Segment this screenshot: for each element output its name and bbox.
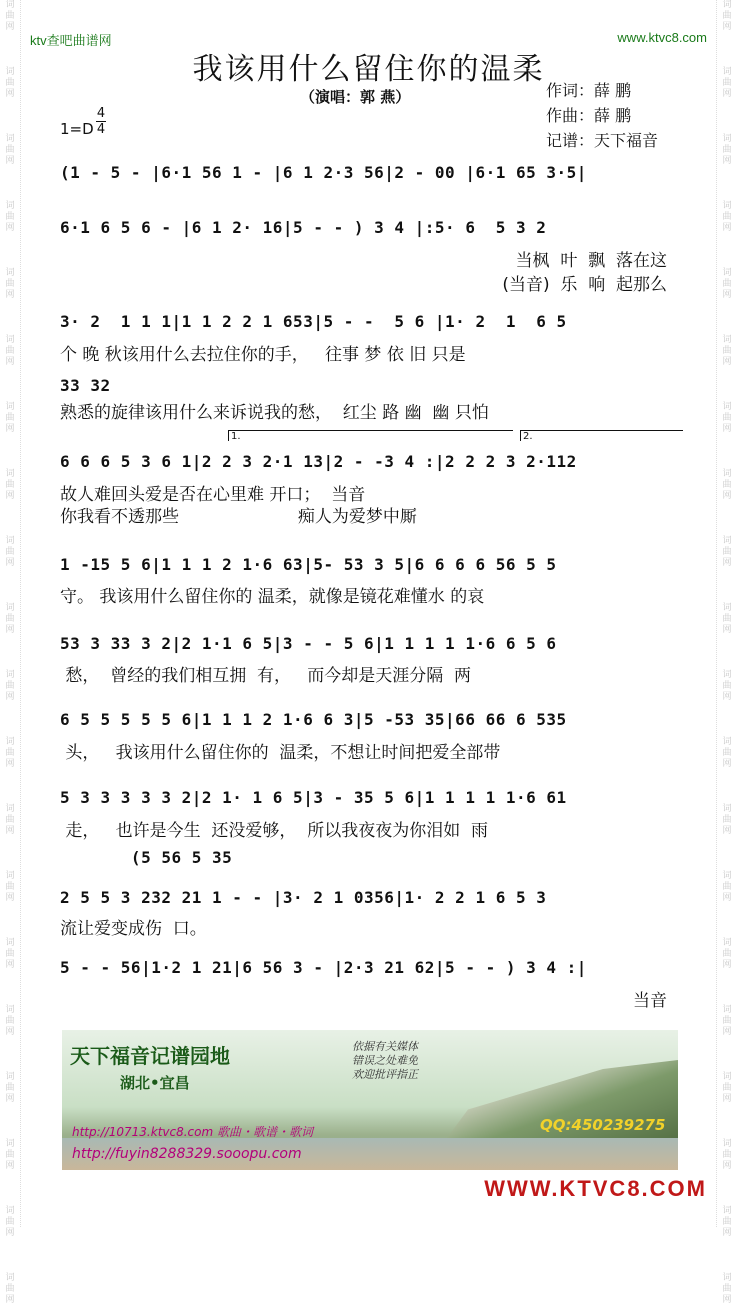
watermark-glyph: 词 曲 网 <box>5 67 15 99</box>
watermark-glyph: 词 曲 网 <box>5 670 15 702</box>
site-url-right[interactable]: www.ktvc8.com <box>617 30 707 45</box>
banner-link-primary[interactable]: http://10713.ktvc8.com 歌曲・歌谱・歌词 <box>72 1125 313 1139</box>
lyric-line-4b: 你我看不透那些 痴人为爱梦中厮 <box>60 507 417 527</box>
watermark-glyph: 词 曲 网 <box>5 1139 15 1171</box>
watermark-glyph: 词 曲 网 <box>5 134 15 166</box>
banner-note-line: 错误之处难免 <box>352 1054 418 1067</box>
watermark-glyph: 词 曲 网 <box>5 1273 15 1305</box>
banner-note-line: 欢迎批评指正 <box>352 1068 418 1081</box>
watermark-glyph: 词 曲 网 <box>5 1005 15 1037</box>
score-line-7: 6 5 5 5 5 5 6|1 1 1 2 1·6 6 3|5 -53 35|66 66 6 535 <box>60 710 567 729</box>
time-signature-bottom: 4 <box>96 122 106 137</box>
watermark-glyph: 词 曲 网 <box>722 871 732 903</box>
lyric-line-3: 个 晚 秋该用什么去拉住你的手， 往事 梦 依 旧 只是 <box>60 345 466 365</box>
watermark-glyph: 词 曲 网 <box>5 603 15 635</box>
score-line-9a: (5 56 5 35 <box>60 848 233 867</box>
banner-city: 湖北•宜昌 <box>120 1074 190 1092</box>
watermark-glyph: 词 曲 网 <box>722 938 732 970</box>
lyric-line-8: 走， 也许是今生 还没爱够， 所以我夜夜为你泪如 雨 <box>60 821 489 841</box>
footer-brand-logo[interactable]: WWW.KTVC8.COM <box>484 1176 707 1201</box>
watermark-glyph: 词 曲 网 <box>722 67 732 99</box>
lyric-line-2a: 当枫 叶 飘 落在这 <box>515 251 667 271</box>
score-line-8: 5 3 3 3 3 3 2|2 1· 1 6 5|3 - 35 5 6|1 1 1 1 1·6 61 <box>60 788 567 807</box>
score-line-3b: 33 32 <box>60 376 111 395</box>
lyricist-credit: 作词：薛 鹏 <box>546 81 632 100</box>
watermark-glyph: 词 曲 网 <box>722 201 732 233</box>
composer-credit: 作曲：薛 鹏 <box>546 106 632 125</box>
singer-credit: （演唱：郭 燕） <box>300 88 411 106</box>
watermark-glyph: 词 曲 网 <box>5 0 15 32</box>
watermark-glyph: 词 曲 网 <box>722 670 732 702</box>
lyric-line-2b: (当音) 乐 响 起那么 <box>502 275 667 295</box>
watermark-glyph: 词 曲 网 <box>722 1273 732 1305</box>
key-signature: 1=D <box>60 120 94 138</box>
watermark-glyph: 词 曲 网 <box>722 134 732 166</box>
watermark-glyph: 词 曲 网 <box>5 536 15 568</box>
transcriber-credit: 记谱：天下福音 <box>546 131 659 150</box>
score-line-2: 6·1 6 5 6 - |6 1 2· 16|5 - - ) 3 4 |:5· 6 5 3 2 <box>60 218 547 237</box>
volta-second: 2. <box>520 430 683 441</box>
banner-qq: QQ:450239275 <box>540 1116 666 1134</box>
watermark-glyph: 词 曲 网 <box>5 871 15 903</box>
lyric-line-3b: 熟悉的旋律该用什么来诉说我的愁， 红尘 路 幽 幽 只怕 <box>60 403 489 423</box>
lyric-line-4a: 故人难回头爱是否在心里难 开口； 当音 <box>60 485 366 505</box>
score-line-4: 6 6 6 5 3 6 1|2 2 3 2·1 13|2 - -3 4 :|2 2 2 3 2·112 <box>60 452 577 471</box>
watermark-glyph: 词 曲 网 <box>722 1206 732 1238</box>
promo-banner <box>62 1030 678 1170</box>
watermark-glyph: 词 曲 网 <box>722 1139 732 1171</box>
watermark-glyph: 词 曲 网 <box>722 1005 732 1037</box>
watermark-glyph: 词 曲 网 <box>722 402 732 434</box>
score-line-5: 1 -15 5 6|1 1 1 2 1·6 63|5- 53 3 5|6 6 6 6 56 5 5 <box>60 555 557 574</box>
watermark-glyph: 词 曲 网 <box>722 0 732 32</box>
watermark-glyph: 词 曲 网 <box>722 1072 732 1104</box>
score-line-6: 53 3 33 3 2|2 1·1 6 5|3 - - 5 6|1 1 1 1 1·6 6 5 6 <box>60 634 557 653</box>
watermark-glyph: 词 曲 网 <box>5 268 15 300</box>
watermark-glyph: 词 曲 网 <box>722 469 732 501</box>
song-title: 我该用什么留住你的温柔 <box>192 52 545 87</box>
watermark-glyph: 词 曲 网 <box>5 469 15 501</box>
watermark-glyph: 词 曲 网 <box>722 268 732 300</box>
lyric-line-10: 当音 <box>633 991 667 1011</box>
watermark-glyph: 词 曲 网 <box>5 1206 15 1238</box>
lyric-line-9: 流让爱变成伤 口。 <box>60 919 207 939</box>
watermark-glyph: 词 曲 网 <box>722 536 732 568</box>
banner-note-line: 依据有关媒体 <box>352 1040 418 1053</box>
watermark-glyph: 词 曲 网 <box>5 737 15 769</box>
score-line-10: 5 - - 56|1·2 1 21|6 56 3 - |2·3 21 62|5 - - ) 3 4 :| <box>60 958 587 977</box>
watermark-glyph: 词 曲 网 <box>5 1072 15 1104</box>
lyric-line-5: 守。 我该用什么留住你的 温柔，就像是镜花难懂水 的哀 <box>60 587 485 607</box>
watermark-glyph: 词 曲 网 <box>722 603 732 635</box>
lyric-line-7: 头， 我该用什么留住你的 温柔，不想让时间把爱全部带 <box>60 743 501 763</box>
banner-note <box>352 1040 418 1082</box>
banner-title: 天下福音记谱园地 <box>70 1044 230 1068</box>
lyric-line-6: 愁， 曾经的我们相互拥 有， 而今却是天涯分隔 两 <box>60 666 472 686</box>
watermark-glyph: 词 曲 网 <box>722 737 732 769</box>
watermark-glyph: 词 曲 网 <box>5 335 15 367</box>
score-line-9: 2 5 5 3 232 21 1 - - |3· 2 1 0356|1· 2 2 1 6 5 3 <box>60 888 547 907</box>
watermark-glyph: 词 曲 网 <box>5 402 15 434</box>
coast-cliff-image <box>378 1060 678 1150</box>
score-line-1: (1 - 5 - |6·1 56 1 - |6 1 2·3 56|2 - 00 |6·1 65 3·5| <box>60 163 587 182</box>
watermark-glyph: 词 曲 网 <box>722 335 732 367</box>
watermark-glyph: 词 曲 网 <box>5 938 15 970</box>
watermark-glyph: 词 曲 网 <box>5 201 15 233</box>
right-watermark-column <box>716 0 737 1305</box>
watermark-glyph: 词 曲 网 <box>5 804 15 836</box>
site-name-left[interactable]: ktv查吧曲谱网 <box>30 33 112 48</box>
score-line-3: 3· 2 1 1 1|1 1 2 2 1 653|5 - - 5 6 |1· 2 1 6 5 <box>60 312 567 331</box>
credits-block <box>546 78 658 153</box>
time-signature <box>96 106 106 137</box>
volta-first: 1. <box>228 430 513 441</box>
time-signature-top: 4 <box>96 106 106 121</box>
banner-link-secondary[interactable]: http://fuyin8288329.sooopu.com <box>72 1146 302 1162</box>
watermark-glyph: 词 曲 网 <box>722 804 732 836</box>
left-watermark-column <box>0 0 21 1305</box>
